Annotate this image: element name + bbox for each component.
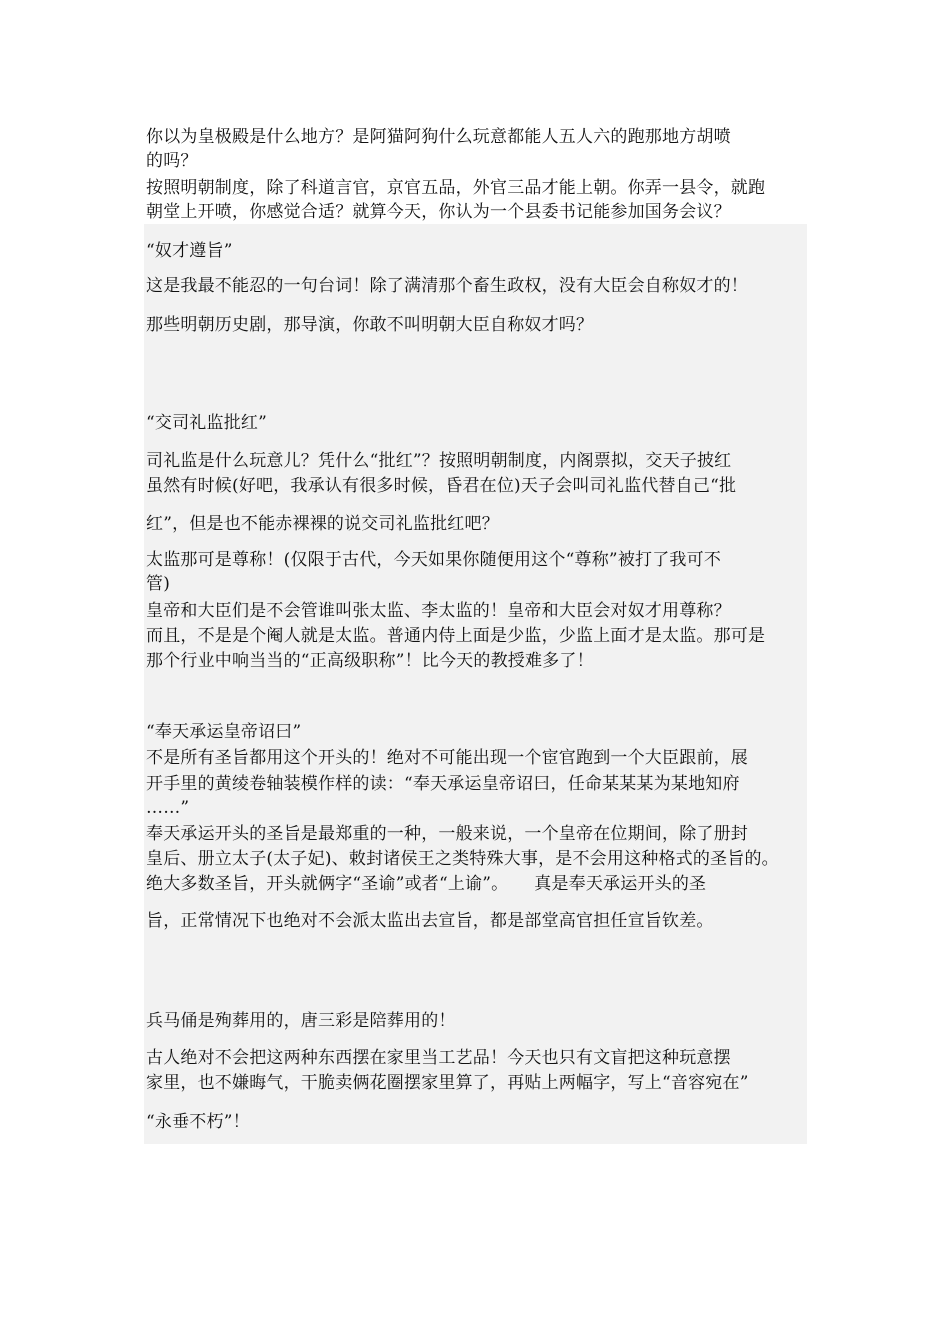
text-line: 朝堂上开喷，你感觉合适？就算今天，你认为一个县委书记能参加国务会议？	[146, 202, 731, 222]
text-line: 家里，也不嫌晦气，干脆卖俩花圈摆家里算了，再贴上两幅字，写上“音容宛在”	[146, 1073, 749, 1093]
section-heading: 兵马俑是殉葬用的，唐三彩是陪葬用的！	[146, 1011, 456, 1031]
section-heading: “奴才遵旨”	[146, 241, 233, 261]
section-heading: “奉天承运皇帝诏曰”	[146, 722, 302, 742]
text-line: 那些明朝历史剧，那导演，你敢不叫明朝大臣自称奴才吗？	[146, 315, 594, 335]
text-line: 奉天承运开头的圣旨是最郑重的一种，一般来说，一个皇帝在位期间，除了册封	[146, 824, 748, 844]
text-line: 你以为皇极殿是什么地方？是阿猫阿狗什么玩意都能人五人六的跑那地方胡喷	[146, 127, 731, 147]
text-line: 司礼监是什么玩意儿？凭什么“批红”？按照明朝制度，内阁票拟，交天子披红	[146, 451, 732, 471]
text-line: 那个行业中响当当的“正高级职称”！比今天的教授难多了！	[146, 651, 594, 671]
text-line: 开手里的黄绫卷轴装模作样的读：“奉天承运皇帝诏曰，任命某某某为某地知府	[146, 774, 740, 794]
section-heading: “交司礼监批红”	[146, 413, 267, 433]
text-line: 而且，不是是个阉人就是太监。普通内侍上面是少监，少监上面才是太监。那可是	[146, 626, 766, 646]
text-line: 旨，正常情况下也绝对不会派太监出去宣旨，都是部堂高官担任宣旨钦差。	[146, 911, 714, 931]
text-line: ……”	[146, 798, 190, 818]
text-line: 古人绝对不会把这两种东西摆在家里当工艺品！今天也只有文盲把这种玩意摆	[146, 1048, 731, 1068]
text-line: 绝大多数圣旨，开头就俩字“圣谕”或者“上谕”。 真是奉天承运开头的圣	[146, 874, 707, 894]
text-line: 不是所有圣旨都用这个开头的！绝对不可能出现一个宦官跑到一个大臣跟前，展	[146, 748, 748, 768]
text-line: 的吗？	[146, 151, 198, 171]
highlighted-text-background	[144, 224, 807, 1144]
text-line: 皇后、册立太子(太子妃)、敕封诸侯王之类特殊大事，是不会用这种格式的圣旨的。	[146, 849, 779, 869]
text-line: 太监那可是尊称！(仅限于古代，今天如果你随便用这个“尊称”被打了我可不	[146, 550, 722, 570]
text-line: 虽然有时候(好吧，我承认有很多时候，昏君在位)天子会叫司礼监代替自己“批	[146, 476, 737, 496]
text-line: 按照明朝制度，除了科道言官，京官五品，外官三品才能上朝。你弄一县令，就跑	[146, 178, 766, 198]
text-line: 红”，但是也不能赤裸裸的说交司礼监批红吧？	[146, 514, 499, 534]
text-line: 皇帝和大臣们是不会管谁叫张太监、李太监的！皇帝和大臣会对奴才用尊称？	[146, 601, 731, 621]
text-line: 这是我最不能忍的一句台词！除了满清那个畜生政权，没有大臣会自称奴才的！	[146, 276, 748, 296]
text-line: “永垂不朽”！	[146, 1112, 250, 1132]
text-line: 管)	[146, 574, 171, 594]
